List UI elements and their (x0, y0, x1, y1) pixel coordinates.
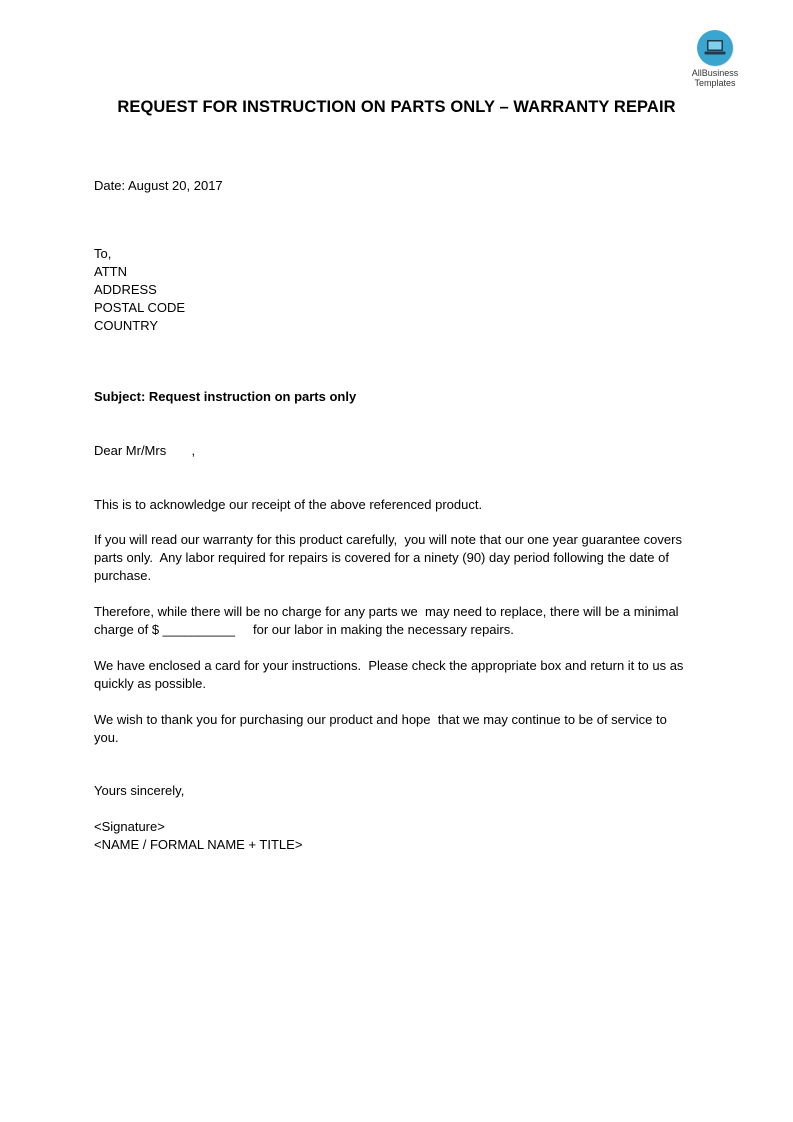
paragraph-warranty: If you will read our warranty for this product carefully, you will note that our one year guarantee covers parts only. Any labor required for repairs is covered for a ninety (90) day period following the date of purchase. (94, 532, 686, 583)
address-country: COUNTRY (94, 318, 159, 333)
letter-date: Date: August 20, 2017 (94, 178, 223, 193)
address-attn: ATTN (94, 264, 127, 279)
logo-text-line1: AllBusiness (691, 68, 739, 78)
address-postal-code: POSTAL CODE (94, 300, 186, 315)
signature-placeholder: <Signature> (94, 819, 165, 834)
paragraph-thanks: We wish to thank you for purchasing our product and hope that we may continue to be of service to you. (94, 712, 671, 745)
document-title: REQUEST FOR INSTRUCTION ON PARTS ONLY – WARRANTY REPAIR (117, 98, 676, 116)
letter-closing: Yours sincerely, (94, 783, 185, 798)
address-line: ADDRESS (94, 282, 157, 297)
company-logo (685, 30, 745, 88)
letter-greeting: Dear Mr/Mrs , (94, 443, 196, 458)
letter-subject: Subject: Request instruction on parts only (94, 389, 357, 404)
name-title-placeholder: <NAME / FORMAL NAME + TITLE> (94, 837, 303, 852)
paragraph-charge: Therefore, while there will be no charge for any parts we may need to replace, there will be a minimal charge of $ __________ for our labor in making the necessary repairs. (94, 604, 683, 637)
paragraph-card: We have enclosed a card for your instructions. Please check the appropriate box and return it to us as quickly as possible. (94, 658, 688, 691)
logo-text-line2: Templates (694, 78, 736, 88)
paragraph-acknowledge: This is to acknowledge our receipt of the above referenced product. (94, 497, 483, 512)
laptop-icon (697, 30, 733, 66)
address-to: To, (94, 246, 112, 261)
